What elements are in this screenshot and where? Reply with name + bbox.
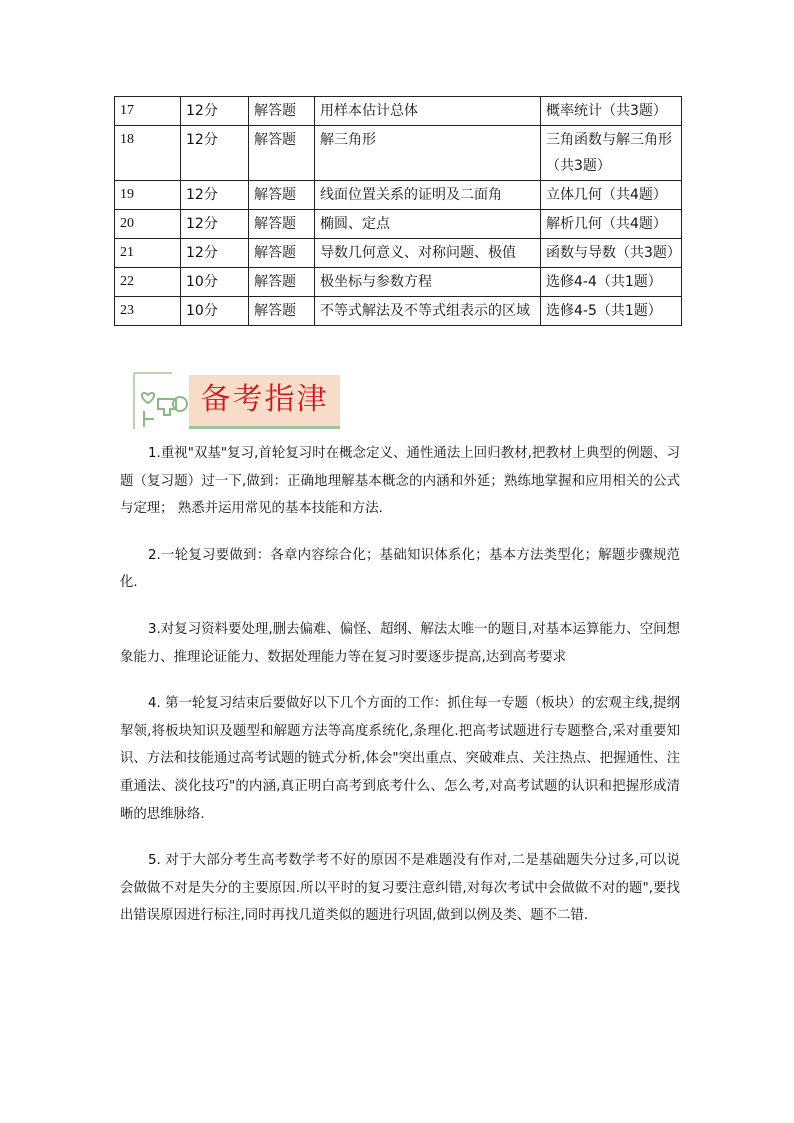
- table-row: [115, 210, 682, 239]
- question-number: 17: [115, 97, 181, 126]
- question-type: 解答题: [249, 239, 315, 268]
- question-module: 选修4-5（共1题）: [541, 297, 682, 326]
- question-content: 极坐标与参数方程: [315, 268, 541, 297]
- question-content: 不等式解法及不等式组表示的区域: [315, 297, 541, 326]
- study-guidance: [120, 440, 680, 949]
- heart-key-icon: [132, 369, 192, 433]
- question-module: 解析几何（共4题）: [541, 210, 682, 239]
- question-content: 线面位置关系的证明及二面角: [315, 181, 541, 210]
- question-module: 选修4-4（共1题）: [541, 268, 682, 297]
- question-score: 10分: [181, 268, 249, 297]
- guidance-paragraph: 4. 第一轮复习结束后要做好以下几个方面的工作：抓住每一专题（板块）的宏观主线,提纲挈领,将板块知识及题型和解题方法等高度系统化,条理化.把高考试题进行专题整合,采对重要知识、方法和技能通过高考试题的链式分析,体会"突出重点、突破难点、关注热点、把握通性、注重通法、淡化技巧"的内涵,真正明白高考到底考什么、怎么考,对高考试题的认识和把握形成清晰的思维脉络.: [120, 696, 680, 822]
- table-row: [115, 97, 682, 126]
- table-row: [115, 239, 682, 268]
- guidance-paragraph: 3.对复习资料要处理,删去偏难、偏怪、超纲、解法太唯一的题目,对基本运算能力、空间想象能力、推理论证能力、数据处理能力等在复习时要逐步提高,达到高考要求: [120, 621, 680, 665]
- question-module: 三角函数与解三角形（共3题）: [541, 126, 682, 181]
- question-content: 用样本估计总体: [315, 97, 541, 126]
- question-content: 解三角形: [315, 126, 541, 181]
- guidance-paragraph: 1.重视"双基"复习,首轮复习时在概念定义、通性通法上回归教材,把教材上典型的例题、习题（复习题）过一下,做到：正确地理解基本概念的内涵和外延；熟练地掌握和应用相关的公式与定理； 熟悉并运用常见的基本技能和方法.: [120, 446, 680, 517]
- question-content: 椭圆、定点: [315, 210, 541, 239]
- question-number: 20: [115, 210, 181, 239]
- question-score: 12分: [181, 126, 249, 181]
- question-number: 19: [115, 181, 181, 210]
- question-type: 解答题: [249, 210, 315, 239]
- question-module: 概率统计（共3题）: [541, 97, 682, 126]
- question-type: 解答题: [249, 126, 315, 181]
- question-type: 解答题: [249, 268, 315, 297]
- section-title: 备考指津: [189, 375, 340, 429]
- question-number: 18: [115, 126, 181, 181]
- question-number: 21: [115, 239, 181, 268]
- question-score: 12分: [181, 181, 249, 210]
- exam-analysis-table: [114, 96, 682, 326]
- table-row: [115, 181, 682, 210]
- question-score: 12分: [181, 239, 249, 268]
- question-type: 解答题: [249, 97, 315, 126]
- question-score: 10分: [181, 297, 249, 326]
- table-row: [115, 126, 682, 181]
- question-module: 函数与导数（共3题）: [541, 239, 682, 268]
- question-score: 12分: [181, 210, 249, 239]
- question-type: 解答题: [249, 181, 315, 210]
- question-score: 12分: [181, 97, 249, 126]
- question-number: 22: [115, 268, 181, 297]
- question-content: 导数几何意义、对称问题、极值: [315, 239, 541, 268]
- question-module: 立体几何（共4题）: [541, 181, 682, 210]
- table-row: [115, 297, 682, 326]
- section-heading: [132, 369, 344, 433]
- question-number: 23: [115, 297, 181, 326]
- guidance-paragraph: 2.一轮复习要做到：各章内容综合化；基础知识体系化；基本方法类型化；解题步骤规范化.: [120, 547, 680, 591]
- question-type: 解答题: [249, 297, 315, 326]
- table-row: [115, 268, 682, 297]
- guidance-paragraph: 5. 对于大部分考生高考数学考不好的原因不是难题没有作对,二是基础题失分过多,可以说会做做不对是失分的主要原因.所以平时的复习要注意纠错,对每次考试中会做做不对的题",要找出错误原因进行标注,同时再找几道类似的题进行巩固,做到以例及类、题不二错.: [120, 853, 680, 924]
